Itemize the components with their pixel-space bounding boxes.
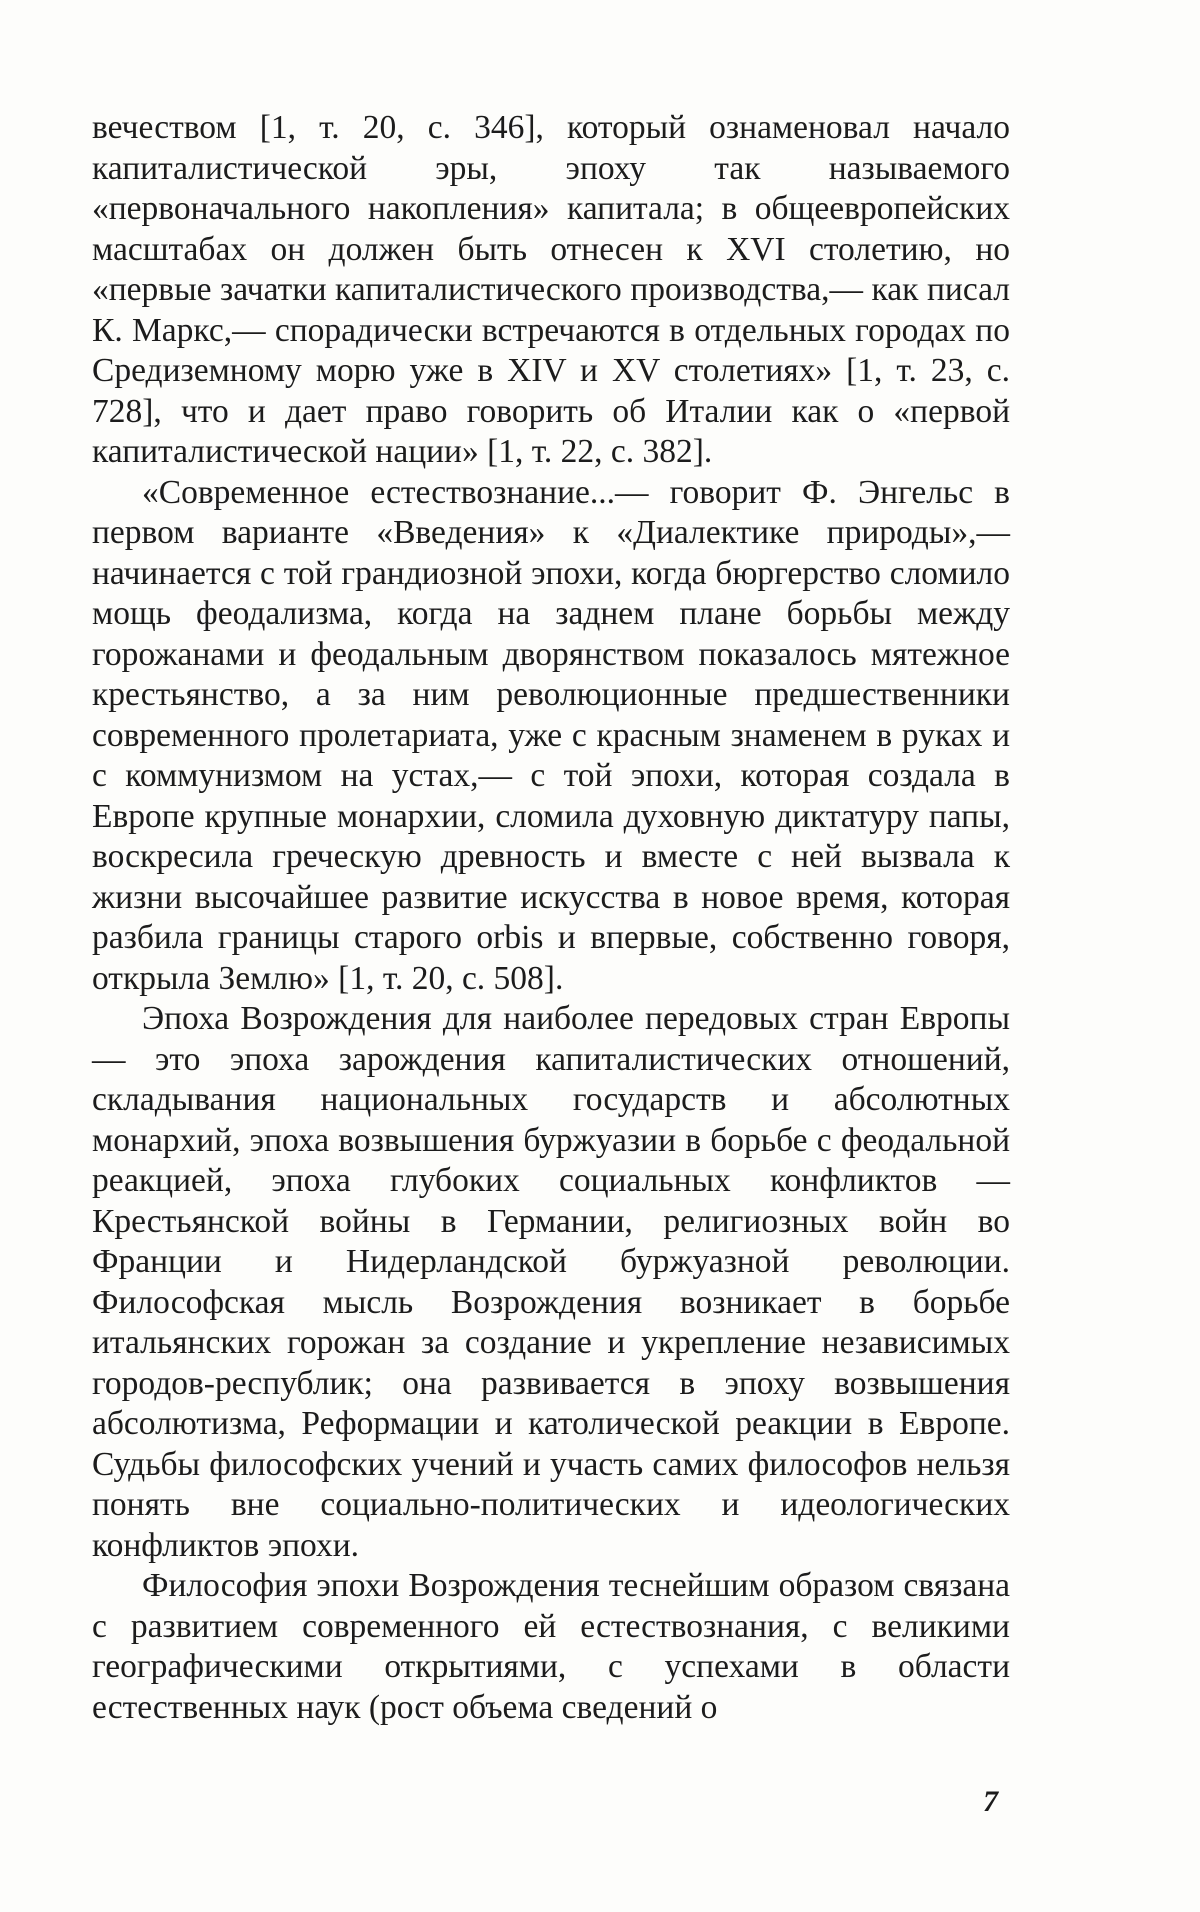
paragraph-renaissance-epoch: Эпоха Возрождения для наиболее передовых стран Европы — это эпоха зарождения капиталистических отношений, складывания национальных государств и абсолютных монархий, эпоха возвышения буржуазии в борьбе с феодальной реакцией, эпоха глубоких социальных конфликтов — Крестьянской войны в Германии, религиозных войн во Франции и Нидерландской буржуазной революции. Философская мысль Возрождения возникает в борьбе итальянских горожан за создание и укрепление независимых городов-республик; она развивается в эпоху возвышения абсолютизма, Реформации и католической реакции в Европе. Судьбы философских учений и участь самих философов нельзя понять вне социально-политических и идеологических конфликтов эпохи.: [92, 1000, 1010, 1564]
paragraph-continuation: вечеством [1, т. 20, с. 346], который ознаменовал начало капиталистической эры, эпоху так называемого «первоначального накопления» капитала; в общеевропейских масштабах он должен быть отнесен к XVI столетию, но «первые зачатки капиталистического производства,— как писал К. Маркс,— спорадически встречаются в отдельных городах по Средиземному морю уже в XIV и XV столетиях» [1, т. 23, с. 728], что и дает право говорить об Италии как о «первой капиталистической нации» [1, т. 22, с. 382].: [92, 109, 1010, 470]
page-number: 7: [983, 1785, 998, 1818]
paragraph-renaissance-philosophy: Философия эпохи Возрождения теснейшим образом связана с развитием современного ей естествознания, с великими географическими открытиями, с успехами в области естественных наук (рост объема сведений о: [92, 1567, 1010, 1726]
paragraph-engels-quote: «Современное естествознание...— говорит Ф. Энгельс в первом варианте «Введения» к «Диалектике природы»,— начинается с той грандиозной эпохи, когда бюргерство сломило мощь феодализма, когда на заднем плане борьбы между горожанами и феодальным дворянством показалось мятежное крестьянство, а за ним революционные предшественники современного пролетариата, уже с красным знаменем в руках и с коммунизмом на устах,— с той эпохи, которая создала в Европе крупные монархии, сломила духовную диктатуру папы, воскресила греческую древность и вместе с ней вызвала к жизни высочайшее развитие искусства в новое время, которая разбила границы старого orbis и впервые, собственно говоря, открыла Землю» [1, т. 20, с. 508].: [92, 473, 1010, 997]
page-body-text: [92, 108, 1010, 1728]
